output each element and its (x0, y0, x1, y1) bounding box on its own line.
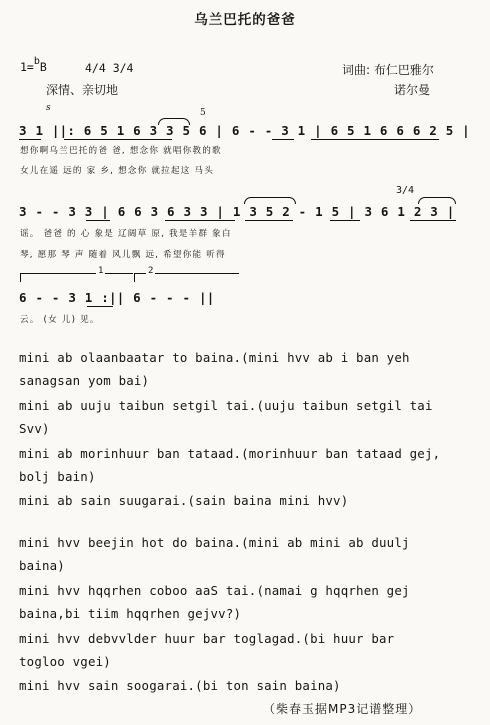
slur (244, 197, 296, 204)
volta-1-label: 1 (98, 266, 104, 276)
beam (165, 220, 235, 221)
lyrics-line: togloo vgei) (19, 654, 111, 669)
beam (86, 220, 110, 221)
beam (87, 306, 113, 307)
lyrics-line: mini hvv hqqrhen coboo aaS tai.(namai g hqqrhen gej (19, 583, 410, 598)
lyrics-line: baina) (19, 558, 65, 573)
beam (19, 139, 41, 140)
page-title: 乌兰巴托的爸爸 (194, 12, 296, 28)
score-row-3-lyrics: 云。 (女 儿) 见。 (20, 315, 100, 325)
score-row-1-notes: 3 1 ||: 6 5 1 6 3 3 5 6 | 6 - - 3 1 | 6 5 1 6 6 6 2 5 | (19, 123, 470, 138)
lyrics-line: mini hvv beejin hot do baina.(mini ab mini ab duulj (19, 535, 410, 550)
volta-2-label: 2 (148, 266, 154, 276)
credits: 词曲: 布仁巴雅尔 (342, 63, 434, 77)
slur (158, 118, 190, 125)
beam (272, 139, 294, 140)
lyrics-line: mini ab morinhuur ban tataad.(morinhuur ban tataad gej, (19, 446, 441, 461)
time-change: 3/4 (396, 185, 415, 196)
lyrics-line: mini ab uuju taibun setgil tai.(uuju taibun setgil tai (19, 398, 433, 413)
lyrics-line: mini ab olaanbaatar to baina.(mini hvv ab i ban yeh (19, 350, 410, 365)
credits-name2: 诺尔曼 (394, 83, 431, 97)
beam (64, 139, 172, 140)
segno-mark: s (46, 103, 51, 113)
lyrics-line: sanagsan yom bai) (19, 373, 150, 388)
beam (330, 220, 360, 221)
time-signature: 4/4 3/4 (85, 61, 134, 75)
key-prefix: 1= (20, 60, 34, 74)
beam (311, 139, 439, 140)
beam (245, 220, 293, 221)
score-row-2-notes: 3 - - 3 3 | 6 6 3 6 3 3 | 1 3 5 2 - 1 5 | 3 6 1 2 3 | (19, 204, 455, 219)
key-note: B (39, 60, 47, 74)
slur (418, 197, 456, 204)
volta-1-bracket (20, 273, 133, 282)
beam (410, 220, 456, 221)
footer-credit: （柴春玉据MP3记谱整理） (263, 702, 422, 716)
lyrics-line: mini hvv debvvlder huur bar toglagad.(bi huur bar (19, 631, 395, 646)
score-row-1-lyrics-1: 想你啊乌兰巴托的爸 爸, 想念你 就唱你教的歌 (20, 146, 222, 156)
score-row-2-lyrics-2: 琴, 愿那 琴 声 随着 风儿飘 远, 希望你能 听得 (20, 250, 226, 260)
score-row-1-lyrics-2: 女儿在遥 远的 家 乡, 想念你 就拉起这 马头 (20, 166, 215, 176)
lyrics-line: Svv) (19, 421, 50, 436)
lyrics-line: bolj bain) (19, 469, 96, 484)
lyrics-line: mini ab sain suugarai.(sain baina mini hvv) (19, 493, 349, 508)
section-mark: 5 (200, 108, 206, 118)
score-row-3-notes: 6 - - 3 1 :|| 6 - - - || (19, 290, 215, 305)
lyrics-line: baina,bi tiim hqqrhen gejvv?) (19, 606, 242, 621)
score-row-2-lyrics-1: 谣。 爸爸 的 心 象是 辽阔草 原, 我是羊群 象白 (20, 229, 232, 239)
mood-marking: 深情、亲切地 (46, 83, 119, 97)
lyrics-line: mini hvv sain soogarai.(bi ton sain baina) (19, 678, 341, 693)
key-signature (20, 56, 47, 74)
key-flat: b (33, 56, 40, 67)
